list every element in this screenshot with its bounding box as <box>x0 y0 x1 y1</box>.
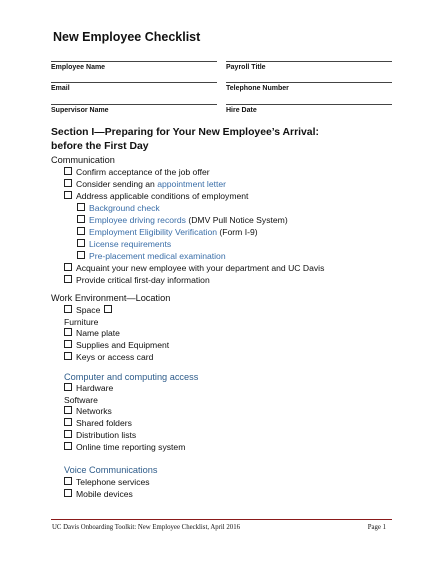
checkbox[interactable] <box>64 477 72 485</box>
checklist-item[interactable]: Keys or access card <box>64 352 153 363</box>
page-title: New Employee Checklist <box>53 30 201 44</box>
employee-name-field[interactable] <box>51 64 105 71</box>
checklist-item[interactable]: Online time reporting system <box>64 442 185 453</box>
checklist-item[interactable]: Mobile devices <box>64 489 133 500</box>
telephone-field[interactable] <box>226 85 289 92</box>
employee-name-label: Employee Name <box>51 64 106 71</box>
checkbox[interactable] <box>64 263 72 271</box>
checklist-subitem[interactable]: Employment Eligibility Verification (Form I-9) <box>77 227 258 238</box>
checklist-item[interactable]: Name plate <box>64 328 120 339</box>
eligibility-verification-link[interactable]: Employment Eligibility Verification <box>89 227 218 237</box>
checkbox[interactable] <box>77 203 85 211</box>
checklist-subitem[interactable] <box>77 203 160 214</box>
hire-date-label: Hire Date <box>226 107 257 114</box>
driving-records-link[interactable]: Employee driving records <box>89 215 186 225</box>
checkbox[interactable] <box>77 239 85 247</box>
checklist-item[interactable]: Supplies and Equipment <box>64 340 169 351</box>
checklist-item[interactable]: Distribution lists <box>64 430 136 441</box>
checkbox[interactable] <box>64 489 72 497</box>
checklist-item[interactable]: Space <box>64 305 116 316</box>
footer-divider <box>51 519 392 520</box>
checkbox[interactable] <box>64 191 72 199</box>
communication-heading: Communication <box>51 155 115 165</box>
section-heading <box>51 126 401 154</box>
checklist-item[interactable]: Acquaint your new employee with your department and UC Davis <box>64 263 324 274</box>
checklist-item[interactable]: Shared folders <box>64 418 132 429</box>
background-check-link[interactable]: Background check <box>89 203 160 213</box>
checkbox[interactable] <box>77 215 85 223</box>
checklist-subitem[interactable]: Employee driving records (DMV Pull Notice System) <box>77 215 288 226</box>
page-number: Page 1 <box>367 524 386 531</box>
hire-date-field[interactable] <box>226 107 257 114</box>
license-requirements-link[interactable]: License requirements <box>89 239 172 249</box>
checkbox[interactable] <box>64 179 72 187</box>
email-label: Email <box>51 85 70 92</box>
checkbox[interactable] <box>77 251 85 259</box>
section-heading-line1: Section I—Preparing for Your New Employee’s Arrival: <box>51 127 319 138</box>
payroll-title-label: Payroll Title <box>226 64 266 71</box>
checklist-item[interactable]: Address applicable conditions of employment <box>64 191 248 202</box>
email-field[interactable] <box>51 85 70 92</box>
checkbox[interactable] <box>64 275 72 283</box>
checklist-item[interactable]: Telephone services <box>64 477 150 488</box>
footer-text: UC Davis Onboarding Toolkit: New Employee Checklist, April 2016 <box>52 524 240 531</box>
checkbox[interactable] <box>64 442 72 450</box>
computer-access-heading: Computer and computing access <box>64 372 199 382</box>
checkbox[interactable] <box>64 383 72 391</box>
software-label: Software <box>64 395 98 405</box>
checkbox[interactable] <box>77 227 85 235</box>
furniture-label: Furniture <box>64 317 99 327</box>
checklist-item[interactable]: Hardware <box>64 383 113 394</box>
checkbox[interactable] <box>64 328 72 336</box>
telephone-label: Telephone Number <box>226 85 289 92</box>
checklist-item[interactable]: Confirm acceptance of the job offer <box>64 167 210 178</box>
checkbox[interactable] <box>64 340 72 348</box>
checkbox[interactable] <box>64 430 72 438</box>
checkbox[interactable] <box>64 406 72 414</box>
appointment-letter-link[interactable]: appointment letter <box>157 179 227 189</box>
voice-communications-heading: Voice Communications <box>64 465 158 475</box>
checkbox[interactable] <box>104 305 112 313</box>
medical-examination-link[interactable]: Pre-placement medical examination <box>89 251 226 261</box>
checklist-subitem[interactable] <box>77 251 226 262</box>
checklist-item[interactable]: Networks <box>64 406 112 417</box>
checkbox[interactable] <box>64 167 72 175</box>
section-heading-line2: before the First Day <box>51 141 149 152</box>
checklist-item[interactable]: Consider sending an appointment letter <box>64 179 226 190</box>
checkbox[interactable] <box>64 352 72 360</box>
work-environment-heading: Work Environment—Location <box>51 293 171 303</box>
checklist-subitem[interactable] <box>77 239 171 250</box>
checklist-item[interactable]: Provide critical first-day information <box>64 275 210 286</box>
supervisor-name-label: Supervisor Name <box>51 107 109 114</box>
payroll-title-field[interactable] <box>226 64 266 71</box>
supervisor-name-field[interactable] <box>51 107 109 114</box>
checkbox[interactable] <box>64 418 72 426</box>
checkbox[interactable] <box>64 305 72 313</box>
